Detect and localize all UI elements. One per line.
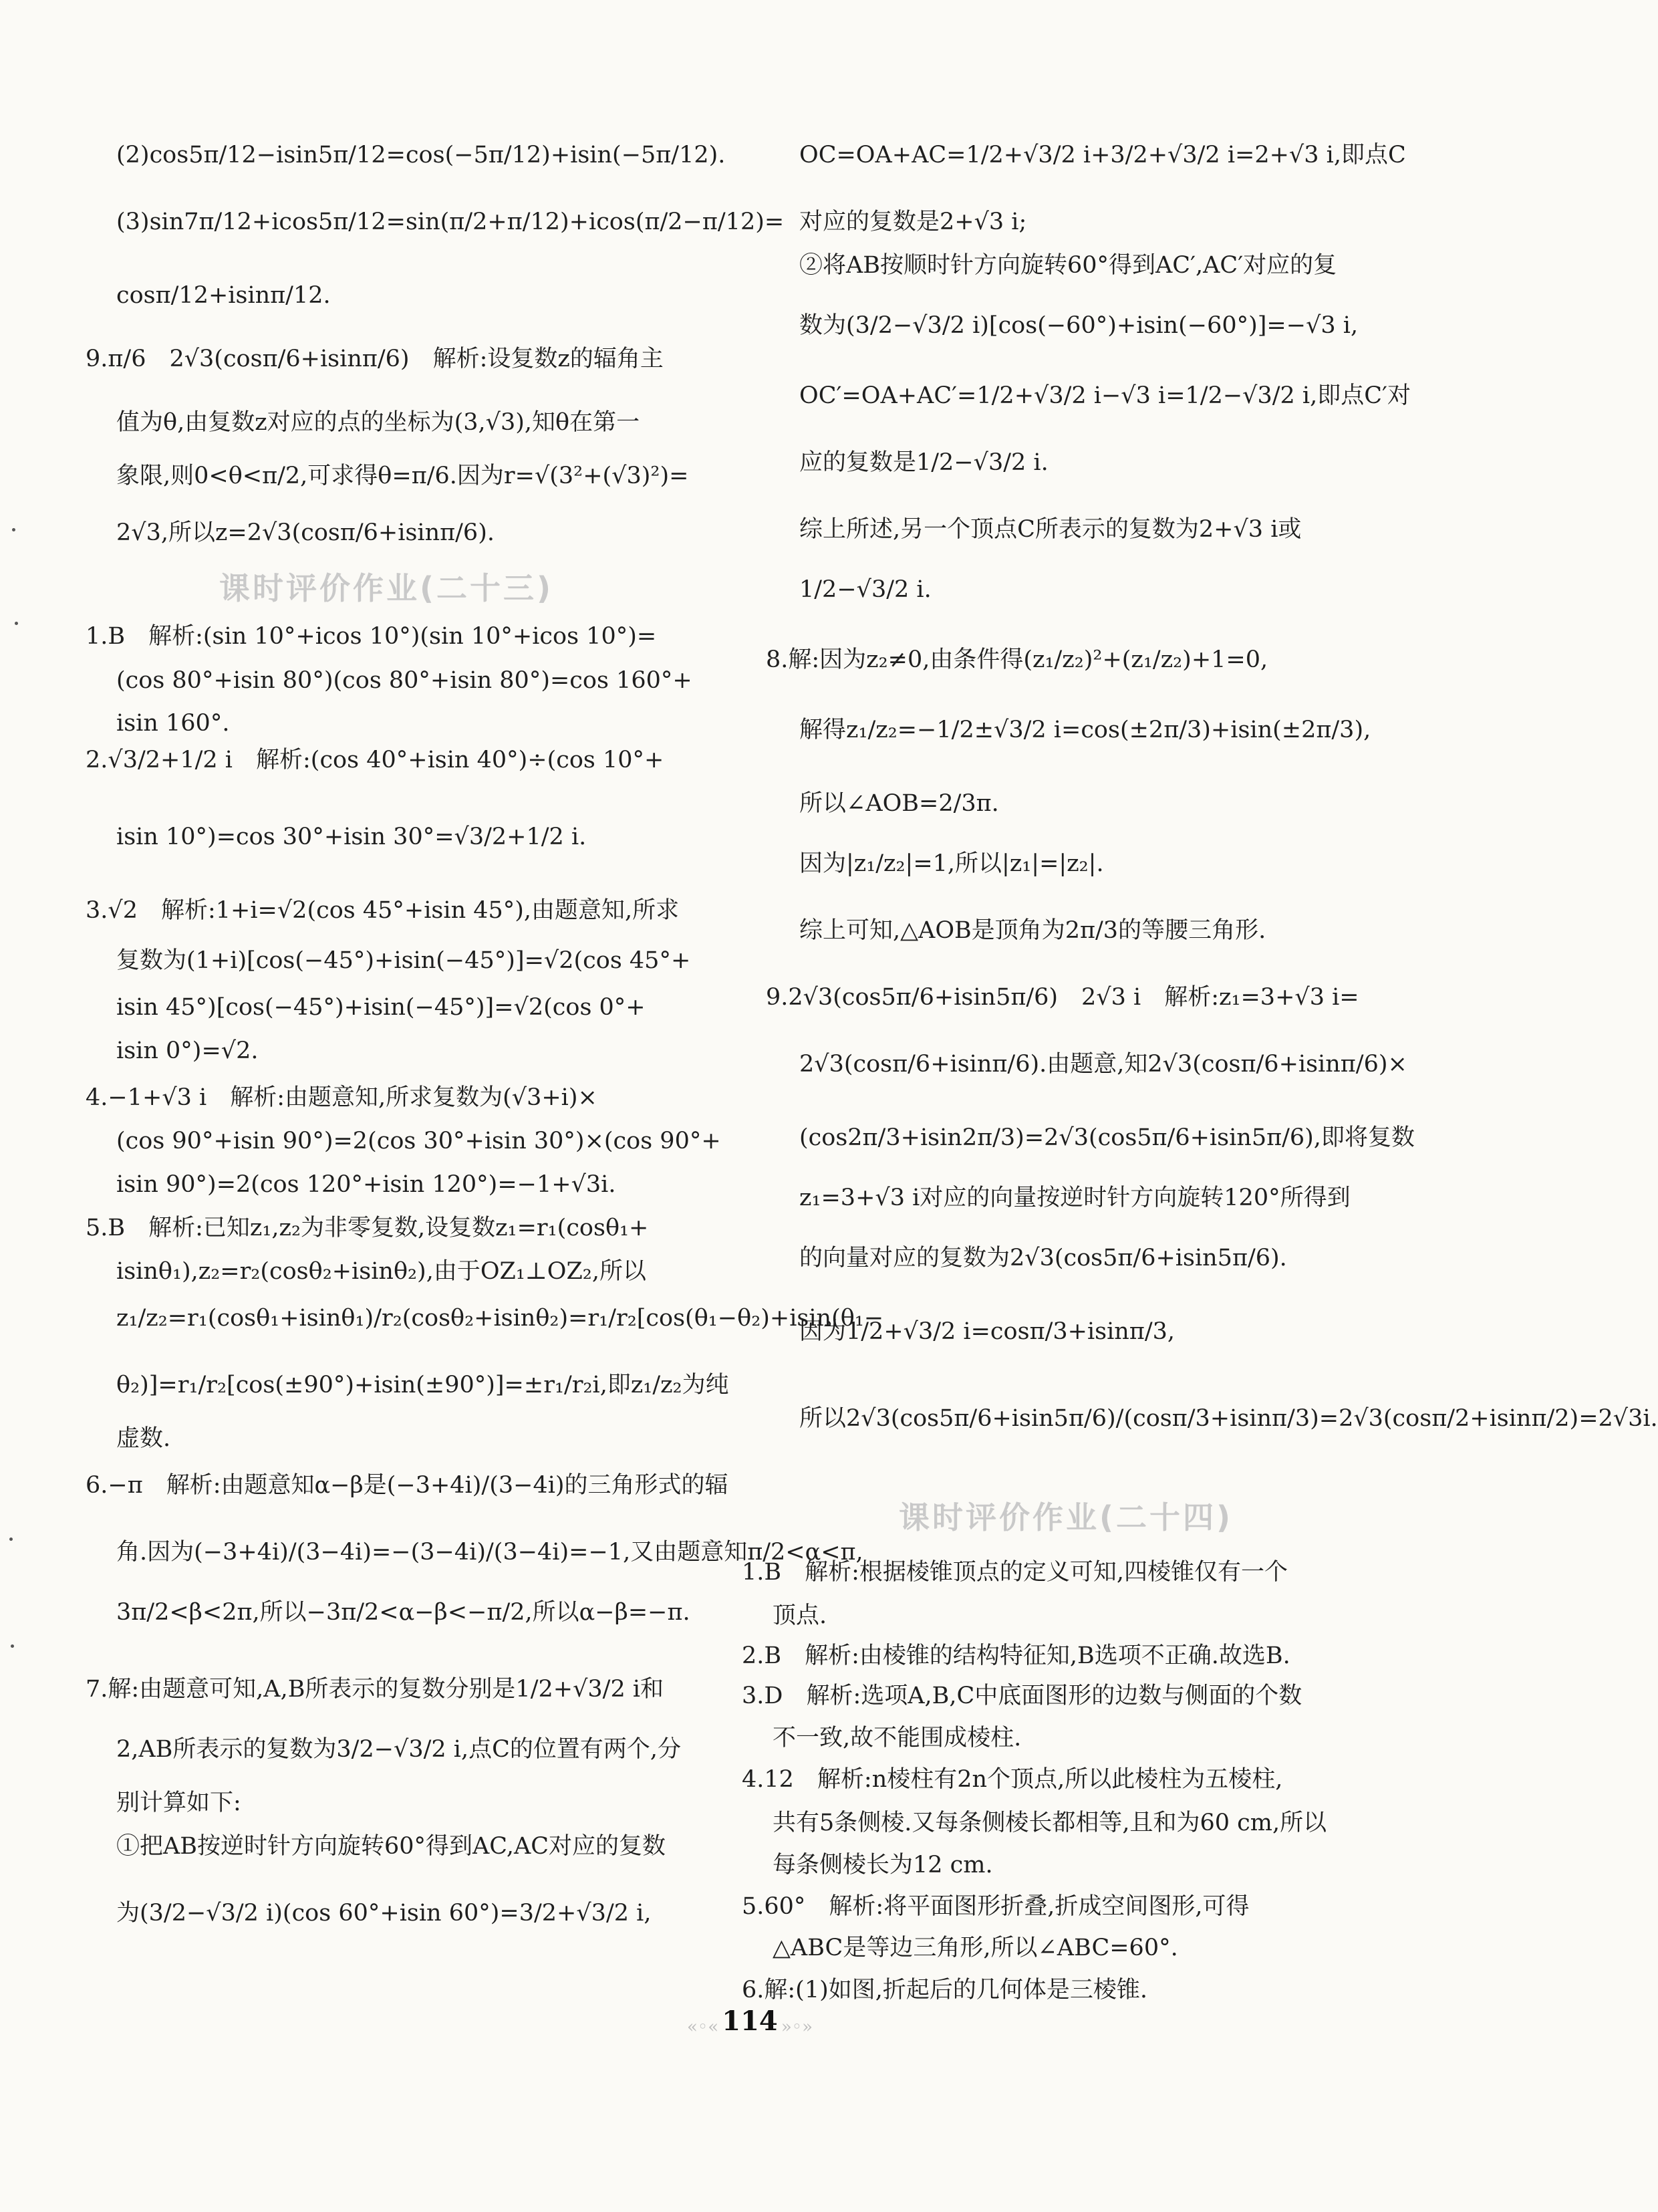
text-line: z₁=3+√3 i对应的向量按逆时针方向旋转120°所得到 bbox=[799, 1185, 1351, 1211]
scan-mark bbox=[11, 1644, 14, 1648]
text-line: 3.√2 解析:1+i=√2(cos 45°+isin 45°),由题意知,所求 bbox=[86, 897, 680, 924]
text-line: 4.12 解析:n棱柱有2n个顶点,所以此棱柱为五棱柱, bbox=[742, 1766, 1283, 1793]
text-line: ①把AB按逆时针方向旋转60°得到AC,AC对应的复数 bbox=[116, 1833, 666, 1860]
text-line: OC′=OA+AC′=1/2+√3/2 i−√3 i=1/2−√3/2 i,即点C′对 bbox=[799, 382, 1411, 409]
text-line: θ₂)]=r₁/r₂[cos(±90°)+isin(±90°)]=±r₁/r₂i,即z₁/z₂为纯 bbox=[116, 1372, 729, 1398]
text-line: 综上所述,另一个顶点C所表示的复数为2+√3 i或 bbox=[799, 516, 1302, 543]
text-line: 3.D 解析:选项A,B,C中底面图形的边数与侧面的个数 bbox=[742, 1683, 1302, 1709]
text-line: 对应的复数是2+√3 i; bbox=[799, 209, 1027, 235]
text-line: 所以2√3(cos5π/6+isin5π/6)/(cosπ/3+isinπ/3)=2√3(cosπ/2+isinπ/2)=2√3i. bbox=[799, 1405, 1658, 1432]
text-line: 5.B 解析:已知z₁,z₂为非零复数,设复数z₁=r₁(cosθ₁+ bbox=[86, 1215, 649, 1241]
text-line: 2,AB所表示的复数为3/2−√3/2 i,点C的位置有两个,分 bbox=[116, 1736, 682, 1763]
footer-decoration-left: «◦« bbox=[687, 2017, 719, 2038]
text-line: 2√3(cosπ/6+isinπ/6).由题意,知2√3(cosπ/6+isinπ/6)× bbox=[799, 1051, 1407, 1078]
text-line: 7.解:由题意可知,A,B所表示的复数分别是1/2+√3/2 i和 bbox=[86, 1676, 664, 1703]
text-line: 综上可知,△AOB是顶角为2π/3的等腰三角形. bbox=[799, 917, 1266, 944]
text-line: 虚数. bbox=[116, 1425, 171, 1452]
text-line: 8.解:因为z₂≠0,由条件得(z₁/z₂)²+(z₁/z₂)+1=0, bbox=[766, 646, 1268, 673]
text-line: 6.解:(1)如图,折起后的几何体是三棱锥. bbox=[742, 1977, 1148, 2003]
text-line: 的向量对应的复数为2√3(cos5π/6+isin5π/6). bbox=[799, 1245, 1287, 1271]
text-line: z₁/z₂=r₁(cosθ₁+isinθ₁)/r₂(cosθ₂+isinθ₂)=r₁/r₂[cos(θ₁−θ₂)+isin(θ₁− bbox=[116, 1305, 884, 1332]
section-title: 课时评价作业(二十三) bbox=[219, 570, 554, 606]
text-line: 9.2√3(cos5π/6+isin5π/6) 2√3 i 解析:z₁=3+√3 i= bbox=[766, 984, 1359, 1011]
text-line: 1/2−√3/2 i. bbox=[799, 576, 932, 603]
text-line: 1.B 解析:(sin 10°+icos 10°)(sin 10°+icos 10°)= bbox=[86, 623, 657, 650]
text-line: (cos 90°+isin 90°)=2(cos 30°+isin 30°)×(cos 90°+ bbox=[116, 1128, 721, 1154]
text-line: 不一致,故不能围成棱柱. bbox=[773, 1725, 1022, 1751]
text-line: 解得z₁/z₂=−1/2±√3/2 i=cos(±2π/3)+isin(±2π/3), bbox=[799, 717, 1371, 743]
text-line: 值为θ,由复数z对应的点的坐标为(3,√3),知θ在第一 bbox=[116, 409, 640, 436]
page-number: 114 bbox=[722, 2005, 778, 2037]
text-line: (3)sin7π/12+icos5π/12=sin(π/2+π/12)+icos(π/2−π/12)= bbox=[116, 209, 785, 235]
text-line: 数为(3/2−√3/2 i)[cos(−60°)+isin(−60°)]=−√3 i, bbox=[799, 312, 1359, 339]
scan-mark bbox=[15, 622, 18, 625]
text-line: 别计算如下: bbox=[116, 1790, 241, 1816]
text-line: 共有5条侧棱.又每条侧棱长都相等,且和为60 cm,所以 bbox=[773, 1810, 1327, 1836]
text-line: (2)cos5π/12−isin5π/12=cos(−5π/12)+isin(−5π/12). bbox=[116, 142, 726, 168]
footer-decoration-right: »◦» bbox=[781, 2017, 813, 2038]
section-title: 课时评价作业(二十四) bbox=[898, 1499, 1234, 1535]
text-line: 为(3/2−√3/2 i)(cos 60°+isin 60°)=3/2+√3/2 i, bbox=[116, 1900, 652, 1927]
text-line: 所以∠AOB=2/3π. bbox=[799, 790, 999, 817]
text-line: 象限,则0<θ<π/2,可求得θ=π/6.因为r=√(3²+(√3)²)= bbox=[116, 463, 689, 489]
text-line: 因为1/2+√3/2 i=cosπ/3+isinπ/3, bbox=[799, 1318, 1176, 1345]
text-line: 1.B 解析:根据棱锥顶点的定义可知,四棱锥仅有一个 bbox=[742, 1559, 1288, 1586]
text-line: △ABC是等边三角形,所以∠ABC=60°. bbox=[773, 1935, 1178, 1961]
text-line: 顶点. bbox=[773, 1602, 827, 1629]
text-line: 角.因为(−3+4i)/(3−4i)=−(3−4i)/(3−4i)=−1,又由题意知π/2<α<π, bbox=[116, 1539, 863, 1566]
text-line: cosπ/12+isinπ/12. bbox=[116, 282, 331, 309]
page-footer bbox=[0, 2005, 1500, 2038]
text-line: ②将AB按顺时针方向旋转60°得到AC′,AC′对应的复 bbox=[799, 252, 1337, 279]
scan-mark bbox=[9, 1538, 13, 1541]
scan-mark bbox=[12, 528, 15, 531]
text-line: isin 45°)[cos(−45°)+isin(−45°)]=√2(cos 0°+ bbox=[116, 994, 646, 1021]
text-line: 4.−1+√3 i 解析:由题意知,所求复数为(√3+i)× bbox=[86, 1084, 597, 1111]
text-line: isin 10°)=cos 30°+isin 30°=√3/2+1/2 i. bbox=[116, 824, 587, 850]
text-line: 3π/2<β<2π,所以−3π/2<α−β<−π/2,所以α−β=−π. bbox=[116, 1599, 690, 1626]
text-line: 2.B 解析:由棱锥的结构特征知,B选项不正确.故选B. bbox=[742, 1642, 1290, 1669]
text-line: isin 90°)=2(cos 120°+isin 120°)=−1+√3i. bbox=[116, 1171, 616, 1198]
text-line: isin 0°)=√2. bbox=[116, 1037, 259, 1064]
text-line: (cos2π/3+isin2π/3)=2√3(cos5π/6+isin5π/6),即将复数 bbox=[799, 1124, 1415, 1151]
text-line: 因为|z₁/z₂|=1,所以|z₁|=|z₂|. bbox=[799, 850, 1104, 877]
text-line: OC=OA+AC=1/2+√3/2 i+3/2+√3/2 i=2+√3 i,即点C bbox=[799, 142, 1406, 168]
text-line: 复数为(1+i)[cos(−45°)+isin(−45°)]=√2(cos 45°+ bbox=[116, 947, 691, 974]
text-line: (cos 80°+isin 80°)(cos 80°+isin 80°)=cos 160°+ bbox=[116, 667, 692, 694]
text-line: 6.−π 解析:由题意知α−β是(−3+4i)/(3−4i)的三角形式的辐 bbox=[86, 1472, 728, 1499]
text-line: 每条侧棱长为12 cm. bbox=[773, 1852, 993, 1878]
text-line: 5.60° 解析:将平面图形折叠,折成空间图形,可得 bbox=[742, 1893, 1250, 1920]
text-line: 9.π/6 2√3(cosπ/6+isinπ/6) 解析:设复数z的辐角主 bbox=[86, 346, 664, 372]
text-line: 2√3,所以z=2√3(cosπ/6+isinπ/6). bbox=[116, 519, 495, 546]
text-line: isin 160°. bbox=[116, 710, 230, 737]
text-line: isinθ₁),z₂=r₂(cosθ₂+isinθ₂),由于OZ₁⊥OZ₂,所以 bbox=[116, 1258, 646, 1285]
text-line: 应的复数是1/2−√3/2 i. bbox=[799, 449, 1049, 476]
text-line: 2.√3/2+1/2 i 解析:(cos 40°+isin 40°)÷(cos 10°+ bbox=[86, 747, 664, 773]
